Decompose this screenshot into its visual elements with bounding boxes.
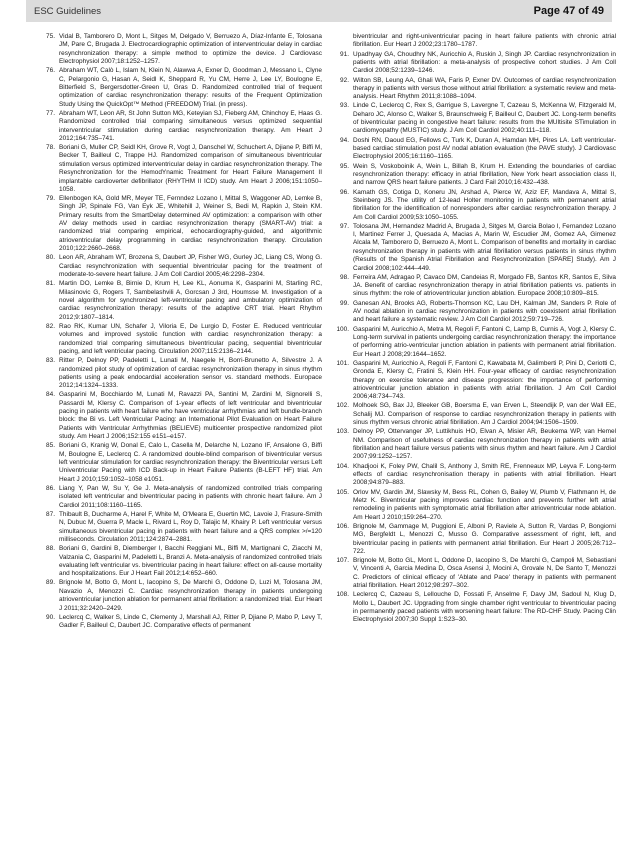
reference-number: 99. (340, 299, 349, 307)
reference-item (40, 144, 322, 194)
reference-number: 86. (46, 485, 55, 493)
reference-item (40, 357, 322, 390)
reference-text: Brignole M, Botto GL, Mont L, Oddone D, Iacopino S, De Marchi G, Campoli M, Sebastiani V, Vincenti A, Garcia Medina D, Osca Asensi J, Mocini A, Grovale N, De Santo T, Menozzi C. Predictors of clinical efficacy of 'Ablate and Pace' therapy in patients with permanent atrial fibrillation. Heart 2012;98:297–302. (353, 557, 616, 590)
reference-item (40, 579, 322, 612)
reference-item (334, 274, 616, 299)
reference-item (334, 326, 616, 359)
reference-text: biventricular and right-univentricular pacing in heart failure patients with chronic atrial fibrillation. Eur Heart J 2002;23:1780–1787. (353, 33, 616, 49)
reference-item (40, 391, 322, 441)
reference-number: 87. (46, 510, 55, 518)
reference-text: Doshi RN, Daoud EG, Fellows C, Turk K, Duran A, Hamdan MH, Pires LA. Left ventricular-based cardiac stimulation post AV nodal ablation evaluation (the PAVE study). J Cardiovasc Electrophysiol 2005;16:1160–1165. (353, 136, 616, 161)
reference-number: 91. (340, 50, 349, 58)
reference-item (334, 428, 616, 461)
reference-number: 79. (46, 195, 55, 203)
reference-number: 95. (340, 162, 349, 170)
page-number: Page 47 of 49 (533, 5, 604, 17)
reference-number: 82. (46, 322, 55, 330)
reference-number: 92. (340, 76, 349, 84)
reference-columns (40, 33, 616, 845)
reference-number: 94. (340, 136, 349, 144)
reference-number: 93. (340, 102, 349, 110)
reference-text: Liang Y, Pan W, Su Y, Ge J. Meta-analysis of randomized controlled trials comparing isolated left ventricular and biventricular pacing in patients with chronic heart failure. Am J Cardiol 2011;108:1160–1165. (59, 485, 322, 509)
reference-number: 75. (46, 33, 55, 40)
reference-item (334, 360, 616, 402)
reference-item (334, 489, 616, 522)
reference-text: Leon AR, Abraham WT, Brozena S, Daubert JP, Fisher WG, Gurley JC, Liang CS, Wong G. Cardiac resynchronization with sequential biventricular pacing for the treatment of moderate-to-severe heart failure. J Am Coll Cardiol 2005;46:2298–2304. (59, 254, 322, 279)
reference-text: Brignole M, Botto G, Mont L, Iacopino S, De Marchi G, Oddone D, Luzi M, Tolosana JM, Navazio A, Menozzi C. Cardiac resynchronization therapy in patients undergoing atrioventricular junction ablation for permanent atrial fibrillation: a randomized trial. Eur Heart J 2011;32:2420–2429. (59, 579, 322, 612)
reference-number: 83. (46, 357, 55, 365)
reference-text: Abraham WT, Calò L, Islam N, Klein N, Alawwa A, Exner D, Goodman J, Messano L, Clyne C, Pelargonio G, Hasan A, Seidl K, Sheppard R, Yu CM, Herre J, Lee LY, Boulogne E, Bitterfield S, Bergersdotter-Green U, Gras D. Randomized controlled trial of frequent optimization of cardiac resynchronization therapy: results of the Frequent Optimization Study Using the QuickOpt™ Method (FREEDOM) Trial. (in press). (59, 67, 322, 108)
reference-number: 107. (336, 557, 349, 565)
reference-item (334, 557, 616, 590)
reference-text: Orlov MV, Gardin JM, Slawsky M, Bess RL, Cohen G, Bailey W, Plumb V, Flathmann H, de Metz K. Biventricular pacing improves cardiac function and prevents further left atrial remodeling in patients with symptomatic atrial fibrillation after atrioventricular node ablation. Am Heart J 2010;159:264–270. (353, 488, 616, 521)
reference-text: Brignole M, Gammage M, Puggioni E, Alboni P, Raviele A, Sutton R, Vardas P, Bongiorni MG, Bergfeldt L, Menozzi C, Musso G. Comparative assessment of right, left, and biventricular pacing in patients with permanent atrial fibrillation. Eur Heart J 2005;26:712–722. (353, 522, 616, 555)
reference-number: 100. (336, 325, 349, 333)
reference-number: 78. (46, 144, 55, 152)
reference-number: 90. (46, 613, 55, 621)
reference-item (40, 280, 322, 322)
reference-item (40, 33, 322, 66)
reference-number: 105. (336, 488, 349, 496)
reference-text: Boriani G, Kranig W, Donal E, Calo L, Casella M, Delarche N, Lozano IF, Ansalone G, Biffi M, Boulogne E, Leclercq C. A randomized double-blind comparison of biventricular versus left ventricular stimulation for cardiac resynchronization therapy: the Biventricular versus Left Univentricular Pacing with ICD Back-up in Heart Failure Patients (B-LEFT HF) trial. Am Heart J 2010;159:1052–1058 e1051. (59, 442, 322, 483)
reference-text: Boriani G, Gardini B, Diemberger I, Bacchi Reggiani ML, Biffi M, Martignani C, Ziacchi M, Valzania C, Gasparini M, Padeletti L, Branzi A. Meta-analysis of randomized controlled trials evaluating left ventricular vs. biventricular pacing in heart failure: effect on all-cause mortality and hospitalizations. Eur J Heart Fail 2012;14:652–660. (59, 545, 322, 578)
reference-item (334, 189, 616, 222)
journal-section-title: ESC Guidelines (34, 5, 102, 17)
reference-item (40, 511, 322, 544)
reference-number: 102. (336, 402, 349, 410)
reference-text: Ferreira AM, Adragao P, Cavaco DM, Candeias R, Morgado FB, Santos KR, Santos E, Silva JA. Benefit of cardiac resynchronization therapy in atrial fibrillation patients vs. patients in sinus rhythm: the role of atrioventricular junction ablation. Europace 2008;10:809–815. (353, 273, 616, 298)
reference-item (334, 163, 616, 188)
reference-number: 76. (46, 67, 55, 75)
reference-item (334, 463, 616, 488)
reference-item (334, 402, 616, 427)
reference-item (40, 254, 322, 279)
reference-text: Vidal B, Tamborero D, Mont L, Sitges M, Delgado V, Berruezo A, Díaz-Infante E, Tolosana JM, Pare C, Brugada J. Electrocardiographic optimization of interventricular delay in cardiac resynchronization therapy: a simple method to optimize the device. J Cardiovasc Electrophysiol 2007;18:1252–1257. (59, 33, 322, 66)
reference-text: Rao RK, Kumar UN, Schafer J, Viloria E, De Lurgio D, Foster E. Reduced ventricular volumes and improved systolic function with cardiac resynchronization therapy: a randomized trial comparing simultaneous biventricular pacing, sequential biventricular pacing, and left ventricular pacing. Circulation 2007;115:2136–2144. (59, 322, 322, 355)
reference-number: 85. (46, 442, 55, 450)
reference-item (334, 523, 616, 556)
reference-item (40, 195, 322, 253)
reference-text: Abraham WT, Leon AR, St John Sutton MG, Keteyian SJ, Fieberg AM, Chinchoy E, Haas G. Randomized controlled trial comparing simultaneous versus optimized sequential interventricular stimulation during cardiac resynchronization therapy. Am Heart J 2012;164:735–741. (59, 109, 322, 142)
reference-item (40, 110, 322, 143)
reference-item (334, 77, 616, 102)
reference-text: Thibault B, Ducharme A, Harel F, White M, O'Meara E, Guertin MC, Lavoie J, Frasure-Smith N, Dubuc M, Guerra P, Macle L, Rivard L, Roy D, Talajic M, Khairy P. Left ventricular versus simultaneous biventricular pacing in patients with heart failure and a QRS complex >/=120 milliseconds. Circulation 2011;124:2874–2881. (59, 510, 322, 543)
reference-number: 80. (46, 254, 55, 262)
reference-number: 81. (46, 280, 55, 288)
reference-number: 88. (46, 545, 55, 553)
reference-text: Wein S, Voskoboinik A, Wein L, Billah B, Krum H. Extending the boundaries of cardiac resynchronization therapy: efficacy in atrial fibrillation, New York heart association class II, and narrow QRS heart failure patients. J Card Fail 2010;16:432–438. (353, 162, 616, 187)
reference-item (334, 300, 616, 325)
reference-number: 108. (336, 591, 349, 599)
reference-number: 106. (336, 522, 349, 530)
reference-item (334, 223, 616, 273)
reference-text: Wilton SB, Leung AA, Ghali WA, Faris P, Exner DV. Outcomes of cardiac resynchronization therapy in patients with versus those without atrial fibrillation: a systematic review and meta-analysis. Heart Rhythm 2011;8:1088–1094. (353, 76, 616, 101)
reference-number (334, 33, 353, 50)
reference-text: Gasparini M, Bocchiardo M, Lunati M, Ravazzi PA, Santini M, Zardini M, Signorelli S, Passardi M, Klersy C. Comparison of 1-year effects of left ventricular and biventricular pacing in patients with heart failure who have ventricular arrhythmias and left bundle-branch block: the Bi vs. Left Ventricular Pacing: an International Pilot Evaluation on Heart Failure Patients with Ventricular Arrhythmias (BELIEVE) multicenter prospective randomized pilot study. Am Heart J 2006;152:155 e151–e157. (59, 391, 322, 441)
reference-number: 84. (46, 391, 55, 399)
reference-text: Gasparini M, Auricchio A, Metra M, Regoli F, Fantoni C, Lamp B, Curnis A, Vogt J, Klersy C. Long-term survival in patients undergoing cardiac resynchronization therapy: the importance of performing atrio-ventricular junction ablation in patients with permanent atrial fibrillation. Eur Heart J 2008;29:1644–1652. (353, 325, 616, 358)
reference-text: Khadjooi K, Foley PW, Chalil S, Anthony J, Smith RE, Frenneaux MP, Leyva F. Long-term effects of cardiac resynchronisation therapy in patients with atrial fibrillation. Heart 2008;94:879–883. (353, 462, 616, 487)
reference-text: Upadhyay GA, Choudhry NK, Auricchio A, Ruskin J, Singh JP. Cardiac resynchronization in patients with atrial fibrillation: a meta-analysis of prospective cohort studies. J Am Coll Cardiol 2008;52:1239–1246. (353, 50, 616, 75)
reference-item (334, 51, 616, 76)
page-header (26, 0, 612, 22)
reference-item (334, 591, 616, 624)
reference-item (334, 33, 616, 50)
reference-column-right (334, 33, 616, 845)
reference-text: Ellenbogen KA, Gold MR, Meyer TE, Fernndez Lozano I, Mittal S, Waggoner AD, Lemke B, Singh JP, Spinale FG, Van Eyk JE, Whitehill J, Weiner S, Bedi M, Rapkin J, Stein KM. Primary results from the SmartDelay determined AV optimization: a comparison with other AV delay methods used in cardiac resynchronization therapy (SMART-AV) trial: a randomized trial comparing empirical, echocardiography-guided, and algorithmic atrioventricular delay programming in cardiac resynchronization therapy. Circulation 2010;122:2660–2668. (59, 195, 322, 253)
reference-number: 77. (46, 109, 55, 117)
reference-text: Delnoy PP, Ottervanger JP, Luttikhuis HO, Elvan A, Misier AR, Beukema WP, van Hemel NM. Comparison of usefulness of cardiac resynchronization therapy in patients with atrial fibrillation and heart failure versus patients with sinus rhythm and heart failure. Am J Cardiol 2007;99:1252–1257. (353, 428, 616, 461)
reference-item (40, 614, 322, 631)
reference-text: Ganesan AN, Brooks AG, Roberts-Thomson KC, Lau DH, Kalman JM, Sanders P. Role of AV nodal ablation in cardiac resynchronization in patients with coexistent atrial fibrillation and heart failure a systematic review. J Am Coll Cardiol 2012;59:719–726. (353, 299, 616, 324)
reference-text: Kamath GS, Cotiga D, Koneru JN, Arshad A, Pierce W, Aziz EF, Mandava A, Mittal S, Steinberg JS. The utility of 12-lead Holter monitoring in patients with permanent atrial fibrillation for the identification of nonresponders after cardiac resynchronization therapy. J Am Coll Cardiol 2009;53:1050–1055. (353, 188, 616, 221)
reference-text: Boriani G, Muller CP, Seidl KH, Grove R, Vogt J, Danschel W, Schuchert A, Djiane P, Biffi M, Becker T, Bailleul C, Trappe HJ. Randomized comparison of simultaneous biventricular stimulation versus optimized interventricular delay in cardiac resynchronization therapy. The Resynchronization for the HemodYnamic Treatment for Heart Failure Management II implantable cardioverter defibrillator (RHYTHM II ICD) study. Am Heart J 2006;151:1050–1058. (59, 144, 322, 193)
reference-text: Molhoek SG, Bax JJ, Bleeker GB, Boersma E, van Erven L, Steendijk P, van der Wall EE, Schalij MJ. Comparison of response to cardiac resynchronization therapy in patients with sinus rhythm versus chronic atrial fibrillation. Am J Cardiol 2004;94:1506–1509. (353, 402, 616, 427)
reference-text: Tolosana JM, Hernandez Madrid A, Brugada J, Sitges M, Garcia Bolao I, Fernandez Lozano I, Martinez Ferrer J, Quesada A, Macias A, Marin W, Escudier JM, Gomez AA, Gimenez Alcala M, Tamborero D, Berruezo A, Mont L. Comparison of benefits and mortality in cardiac resynchronization therapy in patients with atrial fibrillation versus patients in sinus rhythm (Results of the Spanish Atrial Fibrillation and Resynchronization [SPARE] Study). Am J Cardiol 2008;102:444–449. (353, 222, 616, 272)
reference-text: Martin DO, Lemke B, Birnie D, Krum H, Lee KL, Aonuma K, Gasparini M, Starling RC, Milasinovic G, Rogers T, Sambelashvili A, Gorcsan J 3rd, Houmsse M. Investigation of a novel algorithm for synchronized left-ventricular pacing and ambulatory optimization of cardiac resynchronization therapy: results of the adaptive CRT trial. Heart Rhythm 2012;9:1807–1814. (59, 280, 322, 321)
reference-number: 101. (336, 359, 349, 367)
reference-number: 89. (46, 579, 55, 587)
reference-item (334, 137, 616, 162)
reference-column-left (40, 33, 322, 845)
reference-item (40, 545, 322, 578)
reference-number: 104. (336, 462, 349, 470)
reference-text: Leclercq C, Cazeau S, Lellouche D, Fossati F, Anselme F, Davy JM, Sadoul N, Klug D, Mollo L, Daubert JC. Upgrading from single chamber right ventricular to biventricular pacing in permanently paced patients with worsening heart failure: The RD-CHF Study. Pacing Clin Electrophysiol 2007;30 Suppl 1:S23–30. (353, 591, 616, 624)
reference-item (40, 485, 322, 510)
reference-text: Ritter P, Delnoy PP, Padeletti L, Lunati M, Naegele H, Borri-Brunetto A, Silvestre J. A randomized pilot study of optimization of cardiac resynchronization therapy in sinus rhythm patients using a peak endocardial acceleration sensor vs. standard methods. Europace 2012;14:1324–1333. (59, 357, 322, 390)
reference-text: Gasparini M, Auricchio A, Regoli F, Fantoni C, Kawabata M, Galimberti P, Pini D, Ceriotti C, Gronda E, Klersy C, Fratini S, Klein HH. Four-year efficacy of cardiac resynchronization therapy on exercise tolerance and disease progression: the importance of performing atrioventricular junction ablation in patients with atrial fibrillation. J Am Coll Cardiol 2006;48:734–743. (353, 359, 616, 401)
reference-number: 96. (340, 188, 349, 196)
reference-item (40, 67, 322, 109)
reference-item (40, 323, 322, 356)
reference-number: 98. (340, 273, 349, 281)
reference-number: 97. (340, 222, 349, 230)
reference-text: Leclercq C, Walker S, Linde C, Clementy J, Marshall AJ, Ritter P, Djiane P, Mabo P, Levy T, Gadler F, Bailleul C, Daubert JC. Comparative effects of permanent (59, 613, 322, 630)
reference-number: 103. (336, 428, 349, 436)
reference-item (334, 102, 616, 135)
reference-text: Linde C, Leclercq C, Rex S, Garrigue S, Lavergne T, Cazeau S, McKenna W, Fitzgerald M, Deharo JC, Alonso C, Walker S, Braunschweig F, Bailleul C, Daubert JC. Long-term benefits of biventricular pacing in congestive heart failure: results from the MUltisite STimulation in cardiomyopathy (MUSTIC) study. J Am Coll Cardiol 2002;40:111–118. (353, 102, 616, 135)
reference-item (40, 442, 322, 484)
